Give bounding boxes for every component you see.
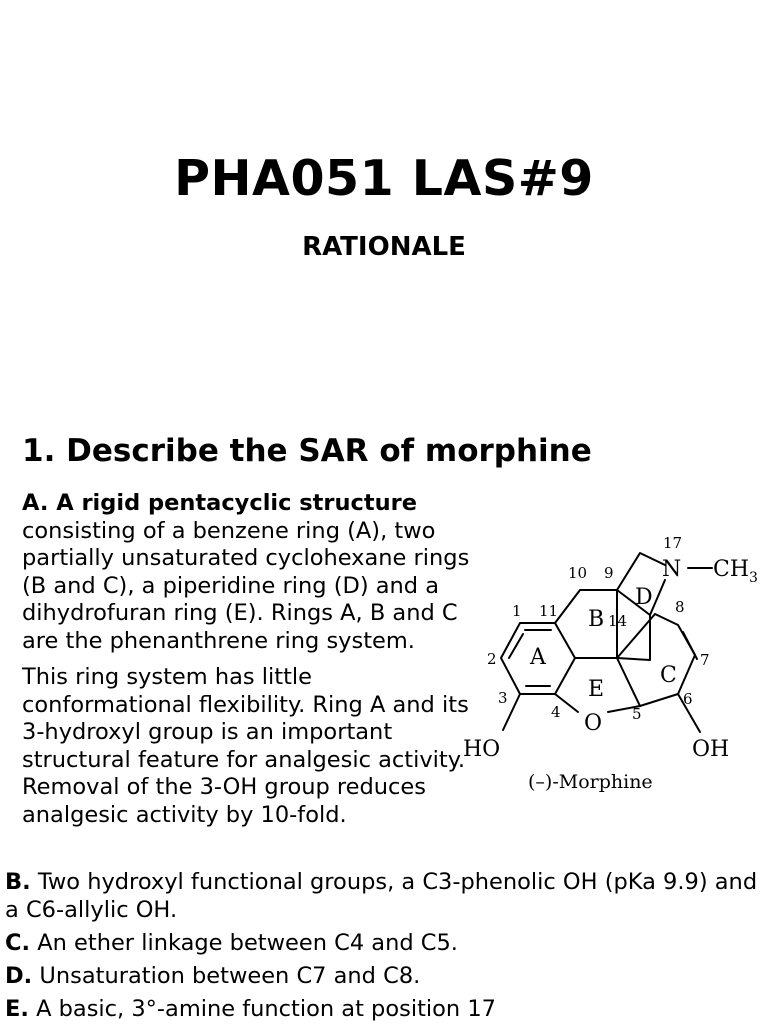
slide-subtitle: RATIONALE bbox=[302, 232, 466, 262]
list-item bbox=[5, 995, 765, 1024]
atom-number-4: 4 bbox=[551, 703, 561, 721]
item-text: An ether linkage between C4 and C5. bbox=[37, 930, 458, 956]
part-a2-line: 3-hydroxyl group is an important bbox=[22, 719, 393, 745]
item-text: A basic, 3°-amine function at position 17 bbox=[36, 996, 496, 1022]
ring-label-b: B bbox=[588, 607, 605, 632]
atom-number-6: 6 bbox=[683, 690, 693, 708]
atom-number-10: 10 bbox=[568, 564, 588, 582]
part-a2-line: Removal of the 3-OH group reduces bbox=[22, 774, 426, 800]
slide-title: PHA051 LAS#9 bbox=[174, 150, 594, 207]
atom-number-2: 2 bbox=[487, 650, 497, 668]
atom-number-1: 1 bbox=[512, 602, 522, 620]
part-a-line: are the phenanthrene ring system. bbox=[22, 627, 415, 654]
ring-label-d: D bbox=[635, 585, 653, 610]
part-a-line: dihydrofuran ring (E). Rings A, B and C bbox=[22, 600, 458, 626]
item-text: Unsaturation between C7 and C8. bbox=[39, 963, 421, 989]
ring-label-c: C bbox=[660, 663, 677, 688]
hydroxyl-3-label: HO bbox=[463, 737, 501, 762]
part-a-paragraph bbox=[22, 490, 472, 655]
item-label: E. bbox=[5, 996, 29, 1022]
methyl-label: $CH_3$ bbox=[713, 557, 758, 586]
atom-number-3: 3 bbox=[498, 689, 508, 707]
part-a2-line: analgesic activity by 10-fold. bbox=[22, 801, 347, 828]
part-a-line: consisting of a benzene ring (A), two bbox=[22, 517, 436, 544]
atom-number-11: 11 bbox=[539, 602, 559, 620]
atom-number-14: 14 bbox=[608, 612, 628, 630]
part-a2-line: structural feature for analgesic activity. bbox=[22, 746, 466, 773]
atom-number-5: 5 bbox=[632, 705, 642, 723]
question-heading: 1. Describe the SAR of morphine bbox=[22, 433, 592, 469]
morphine-structure-diagram bbox=[455, 525, 765, 800]
ether-oxygen-label: O bbox=[584, 711, 603, 736]
list-item bbox=[5, 962, 765, 991]
item-label: D. bbox=[5, 963, 33, 989]
part-a2-line: conformational flexibility. Ring A and its bbox=[22, 691, 469, 718]
list-item bbox=[5, 929, 765, 958]
part-a-paragraph-2 bbox=[22, 664, 472, 829]
list-item bbox=[5, 868, 765, 896]
hydroxyl-6-label: OH bbox=[692, 737, 730, 762]
ring-label-e: E bbox=[588, 677, 605, 702]
part-a-line: partially unsaturated cyclohexane rings bbox=[22, 545, 470, 571]
part-a-heading: A. A rigid pentacyclic structure bbox=[22, 490, 418, 516]
ring-label-a: A bbox=[530, 645, 546, 670]
atom-number-8: 8 bbox=[675, 598, 685, 616]
part-a-line: (B and C), a piperidine ring (D) and a bbox=[22, 572, 440, 599]
atom-number-17: 17 bbox=[663, 534, 683, 552]
atom-number-9: 9 bbox=[604, 564, 614, 582]
item-label: C. bbox=[5, 930, 31, 956]
nitrogen-label: N bbox=[662, 557, 682, 582]
atom-number-7: 7 bbox=[700, 651, 710, 669]
sar-item-list bbox=[5, 868, 765, 1024]
item-label: B. bbox=[5, 869, 31, 895]
item-text: Two hydroxyl functional groups, a C3-phenolic OH (pKa 9.9) and bbox=[37, 869, 758, 895]
structure-caption: (–)-Morphine bbox=[528, 771, 653, 793]
list-item-continuation: a C6-allylic OH. bbox=[5, 897, 178, 923]
part-a2-line: This ring system has little bbox=[22, 664, 312, 690]
